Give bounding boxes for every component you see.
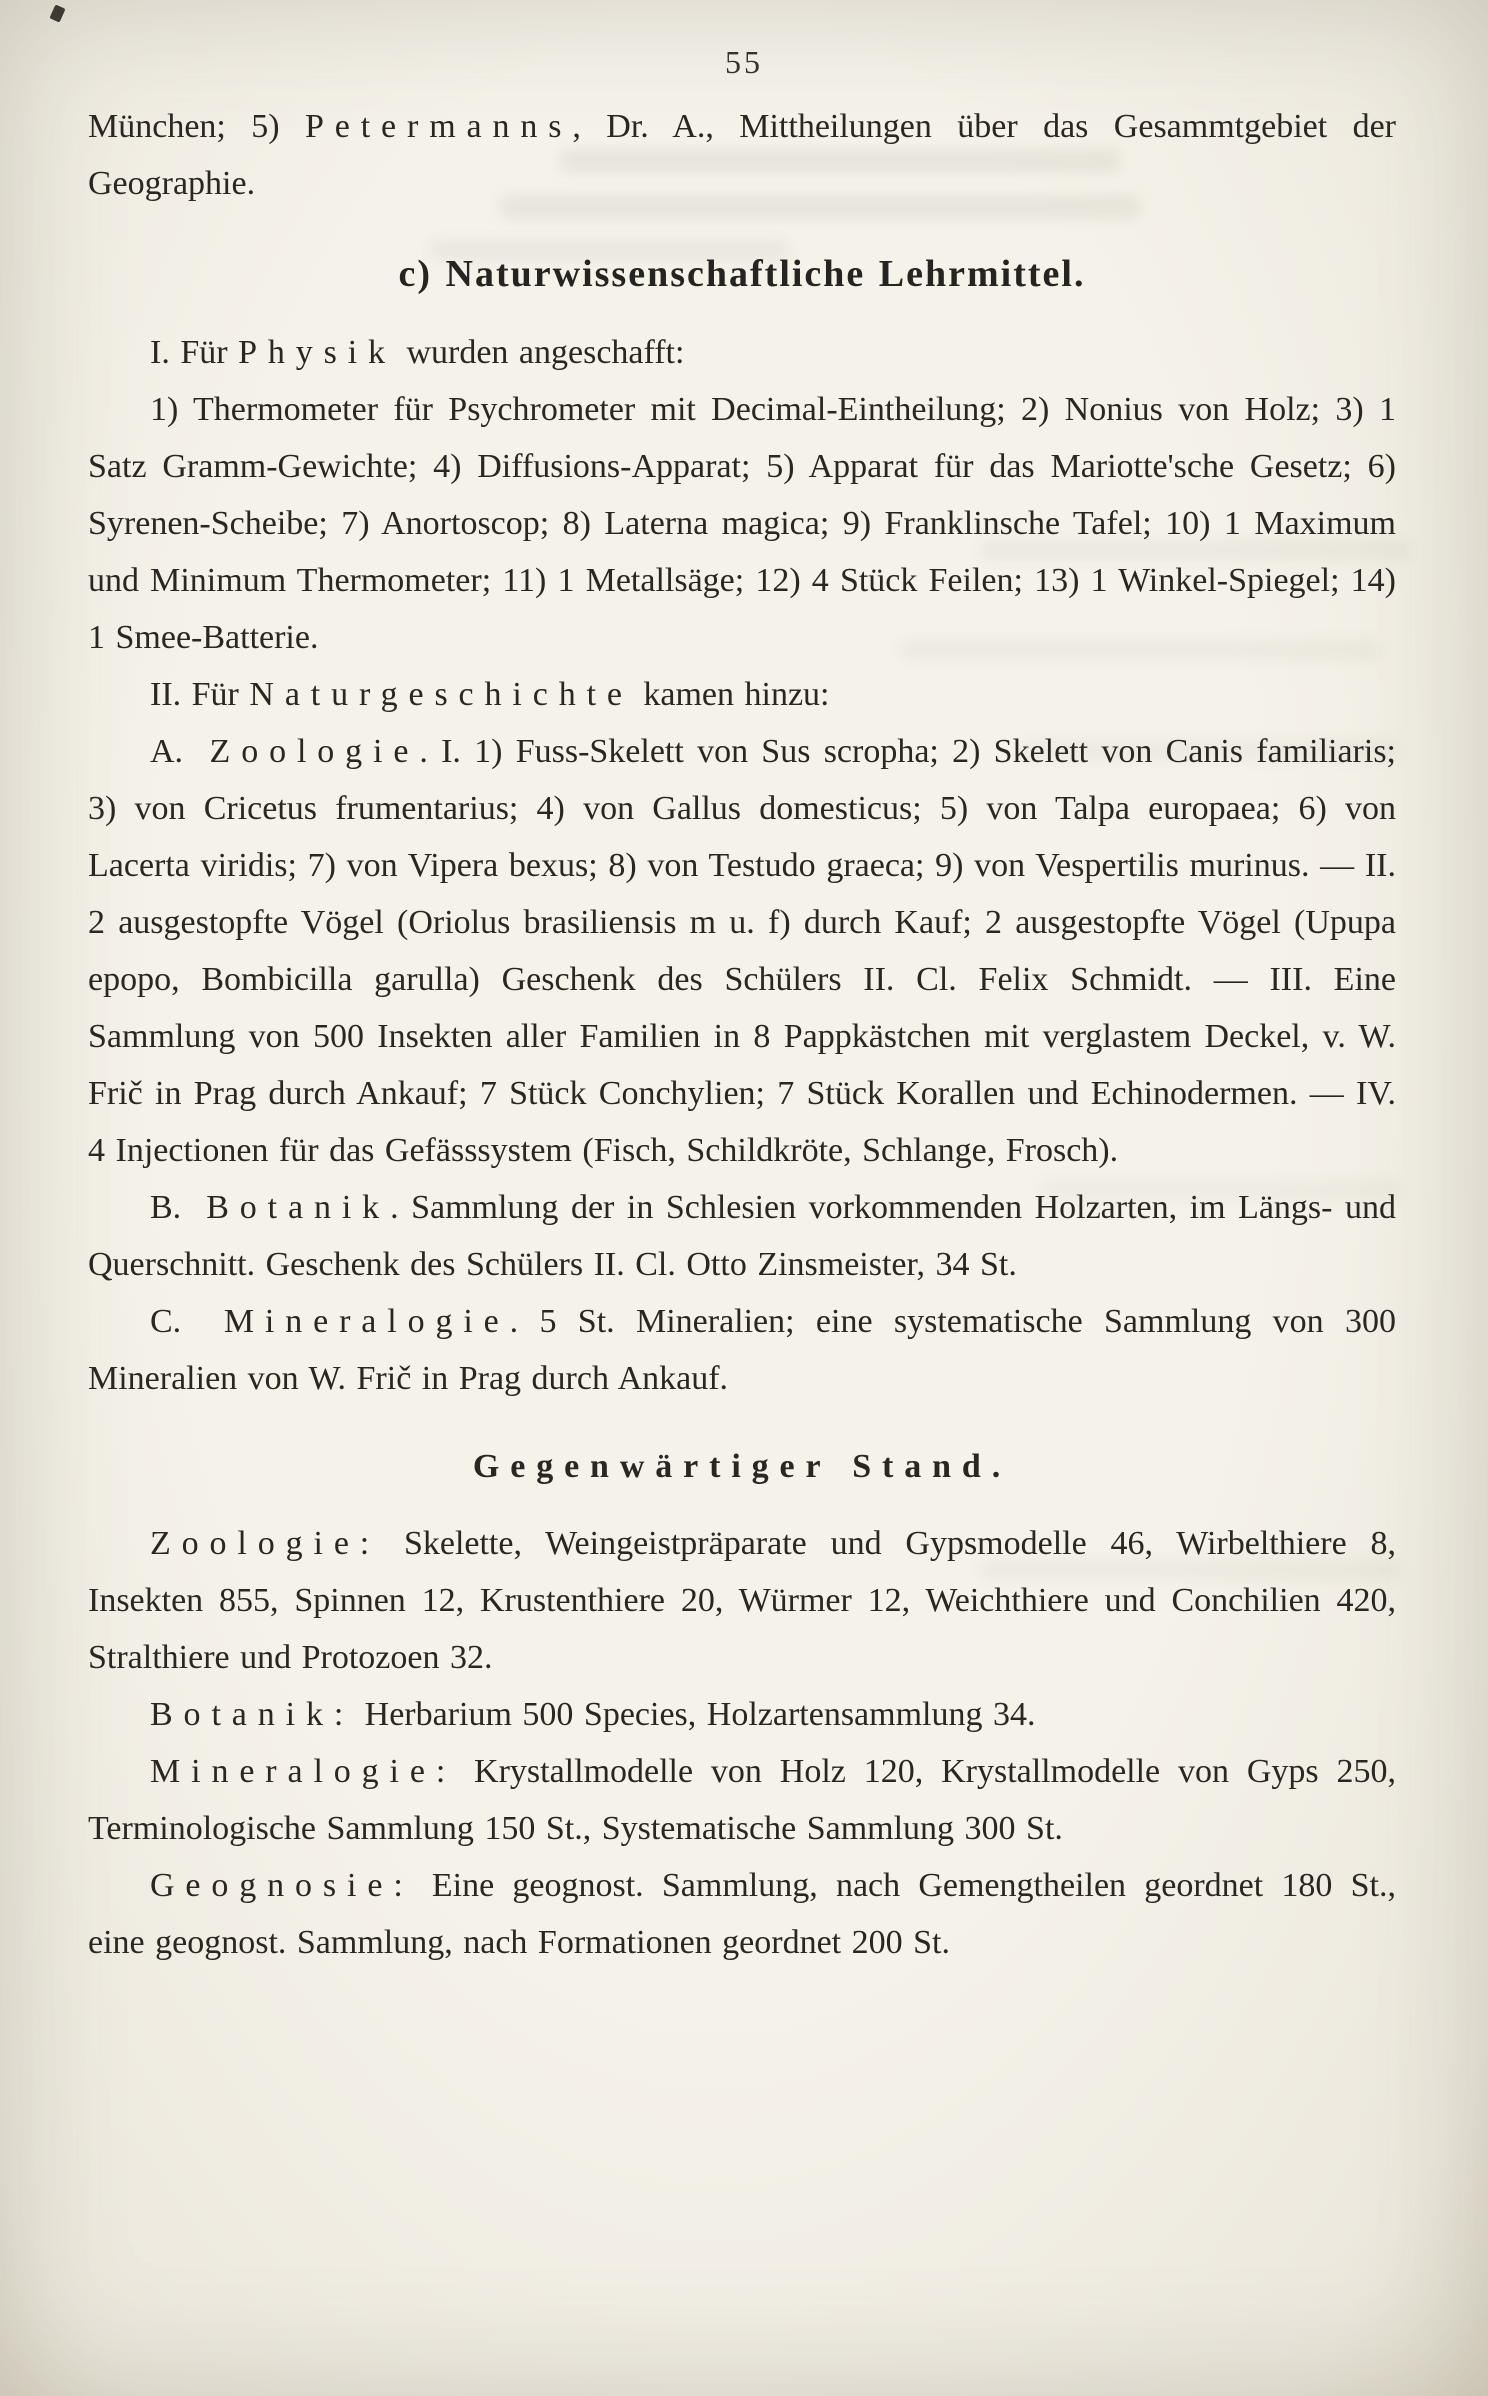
paragraph-stand-geognosie [88,1857,1396,1971]
text-segment: Zoologie [209,733,420,770]
text-segment: Naturgeschichte [249,676,633,713]
paragraph-naturgeschichte-intro [88,666,1396,723]
text-segment: A. [150,733,210,770]
text-segment: Petermanns [304,108,573,145]
text-segment: Mineralogie [223,1303,510,1340]
text-segment: Zoologie: [150,1525,381,1562]
text-segment: C. [150,1303,224,1340]
text-segment: . I. 1) Fuss-Skelett von Sus scropha; 2) Skelett von Canis familiaris; 3) von Cricetus frumentarius; 4) von Gallus domesticus; 5) von Talpa europaea; 6) von Lacerta viridis; 7) von Vipera bexus; 8) von Testudo graeca; 9) von Vespertilis murinus. — II. 2 ausgestopfte Vögel (Oriolus brasiliensis m u. f) durch Kauf; 2 ausgestopfte Vögel (Upupa epopo, Bombicilla garulla) Geschenk des Schülers II. Cl. Felix Schmidt. — III. Eine Sammlung von 500 Insekten aller Familien in 8 Pappkästchen mit verglastem Deckel, v. W. Frič in Prag durch Ankauf; 7 Stück Conchylien; 7 Stück Korallen und Echinodermen. — IV. 4 Injectionen für das Gefässsystem (Fisch, Schildkröte, Schlange, Frosch). [88,733,1396,1169]
paragraph-physik-list [88,381,1396,666]
text-segment: II. Für [150,676,250,713]
page-body [88,98,1396,1971]
paragraph-geographie-continuation [88,98,1396,212]
paragraph-stand-botanik [88,1686,1396,1743]
text-segment: B. [150,1189,207,1226]
text-segment: Botanik: [150,1696,355,1733]
text-segment: Geognosie: [150,1867,414,1904]
text-segment: . 5 St. Mineralien; eine systematische Sammlung von 300 Mineralien von W. Frič in Prag durch Ankauf. [88,1303,1396,1397]
paragraph-stand-zoologie [88,1515,1396,1686]
text-segment: Mineralogie: [150,1753,457,1790]
paragraph-mineralogie [88,1293,1396,1407]
text-segment: , Dr. A., Mittheilungen über das Gesammtgebiet der Geographie. [88,108,1396,202]
text-segment: 1) Thermometer für Psychrometer mit Decimal-Eintheilung; 2) Nonius von Holz; 3) 1 Satz Gramm-Gewichte; 4) Diffusions-Apparat; 5) Apparat für das Mariotte'sche Gesetz; 6) Syrenen-Scheibe; 7) Anortoscop; 8) Laterna magica; 9) Franklinsche Tafel; 10) 1 Maximum und Minimum Thermometer; 11) 1 Metallsäge; 12) 4 Stück Feilen; 13) 1 Winkel-Spiegel; 14) 1 Smee-Batterie. [88,391,1396,656]
text-segment: c) Naturwissenschaftliche Lehrmittel. [398,253,1086,295]
paragraph-zoologie [88,723,1396,1179]
text-segment: Gegenwärtiger Stand. [472,1448,1012,1485]
ink-speck-artifact [49,4,65,22]
subheading-gegenwaertiger-stand [88,1443,1396,1491]
paragraph-botanik [88,1179,1396,1293]
text-segment: . Sammlung der in Schlesien vorkommenden Holzarten, im Längs- und Querschnitt. Geschenk des Schülers II. Cl. Otto Zinsmeister, 34 St. [88,1189,1397,1283]
text-segment: Botanik [206,1189,391,1226]
text-segment: wurden angeschafft: [395,334,685,371]
text-segment: Herbarium 500 Species, Holzartensammlung 34. [354,1696,1036,1733]
text-segment: Skelette, Weingeistpräparate und Gypsmodelle 46, Wirbelthiere 8, Insekten 855, Spinnen 12, Krustenthiere 20, Würmer 12, Weichthiere und Conchilien 420, Stralthiere und Protozoen 32. [88,1525,1396,1676]
text-segment: Krystallmodelle von Holz 120, Krystallmodelle von Gyps 250, Terminologische Sammlung 150 St., Systematische Sammlung 300 St. [88,1753,1396,1847]
page-number: 55 [725,44,763,80]
section-heading-lehrmittel [88,250,1396,298]
paragraph-physik-intro [88,324,1396,381]
text-segment: Physik [238,334,396,371]
text-segment: Eine geognost. Sammlung, nach Gemengtheilen geordnet 180 St., eine geognost. Sammlung, nach Formationen geordnet 200 St. [88,1867,1396,1961]
paragraph-stand-mineralogie [88,1743,1396,1857]
text-segment: kamen hinzu: [632,676,830,713]
text-segment: I. Für [150,334,239,371]
text-segment: München; 5) [88,108,305,145]
